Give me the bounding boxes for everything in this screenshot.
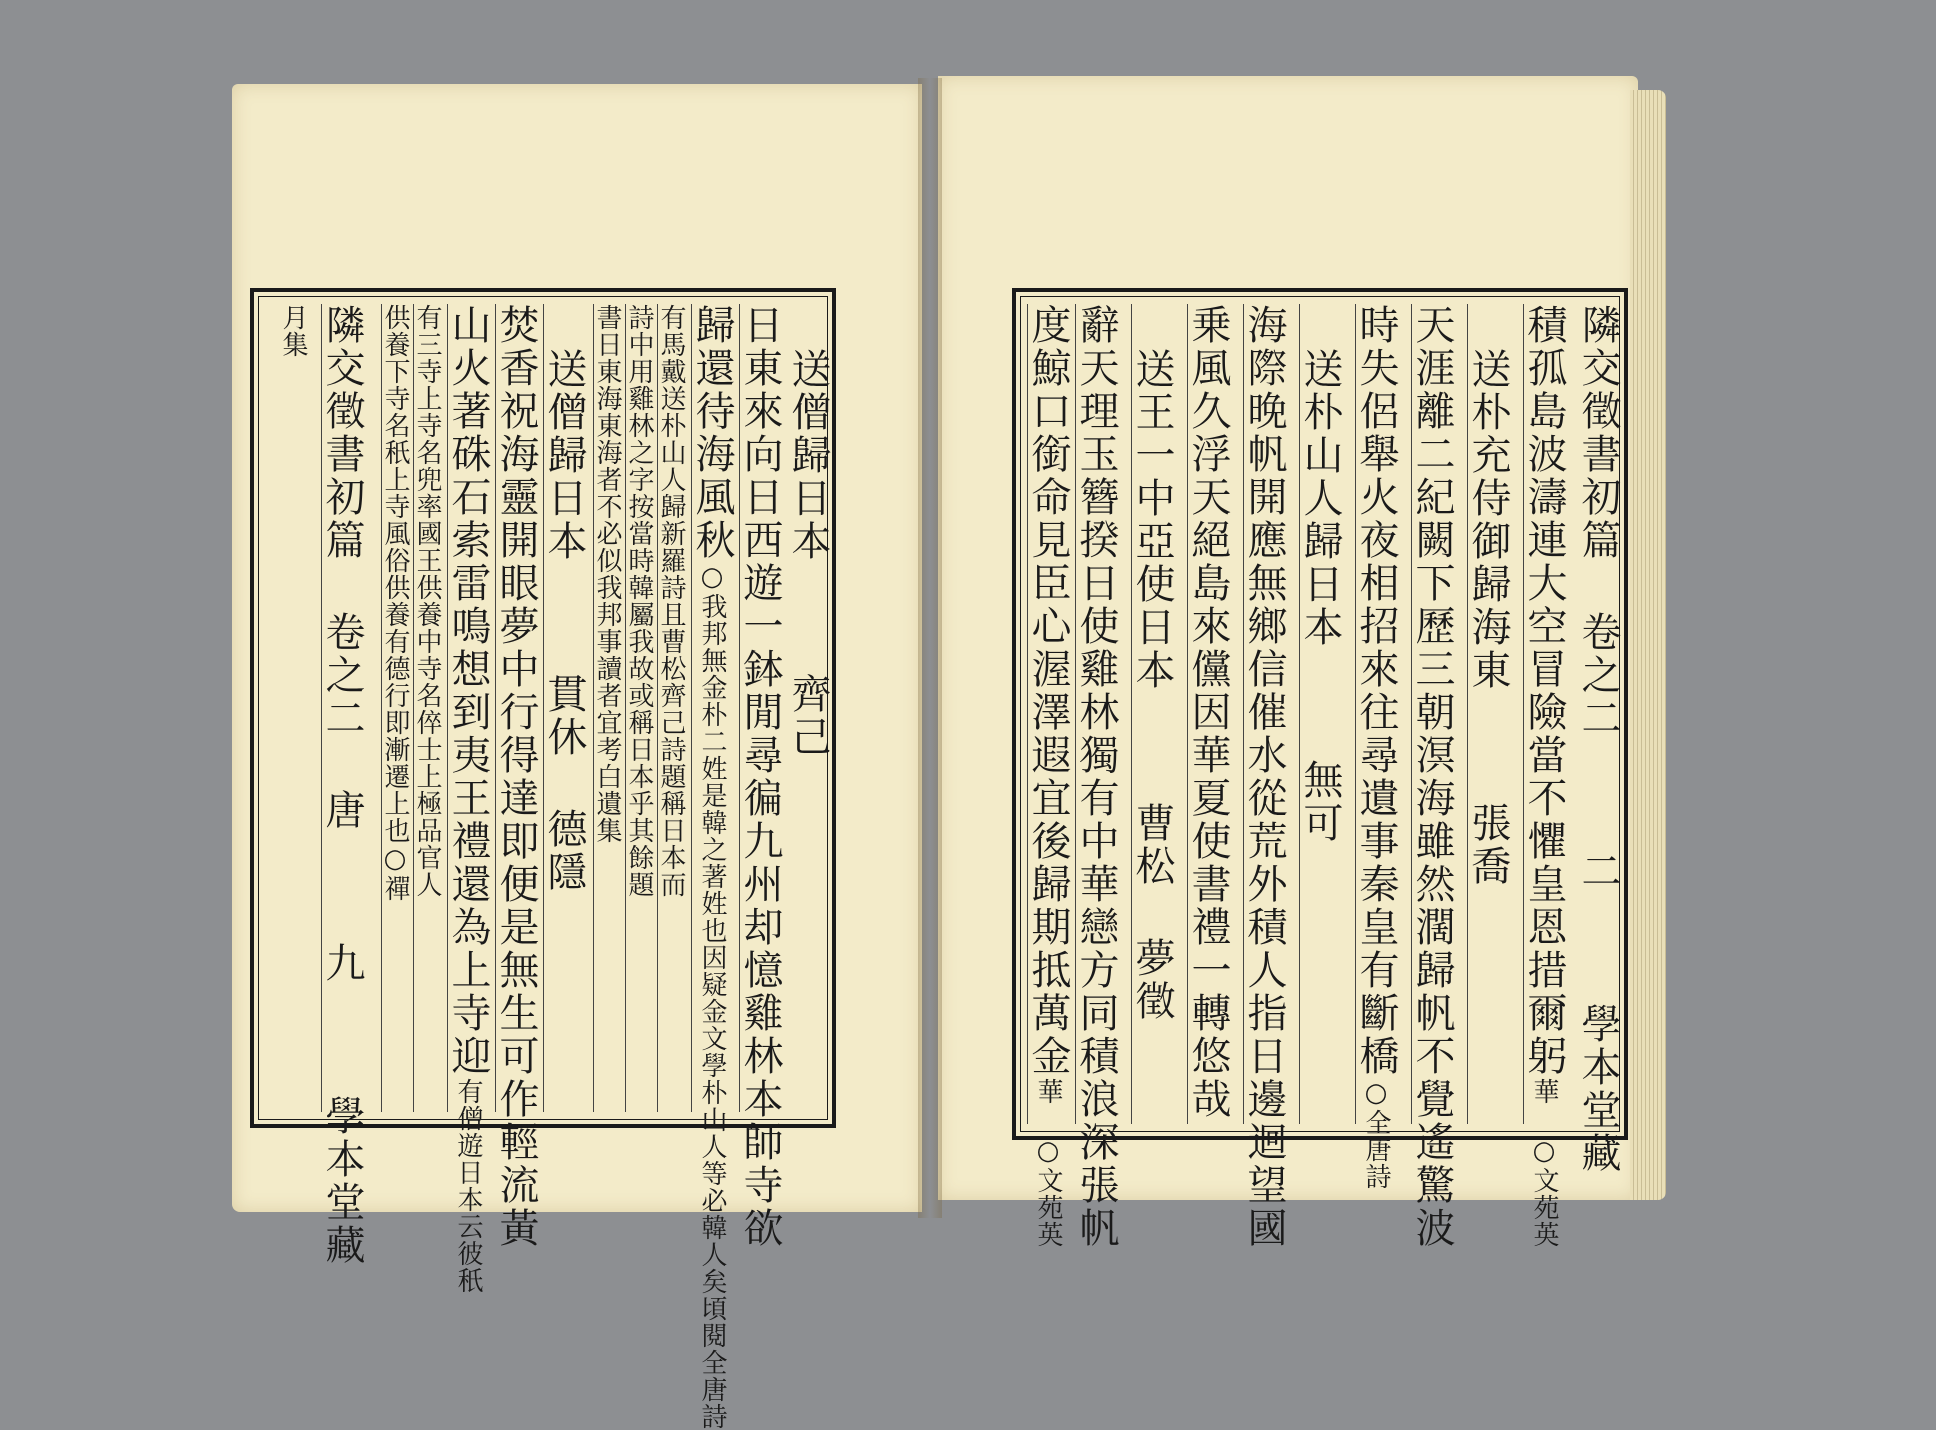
right-column-5: 送朴山人歸日本無可 bbox=[1299, 304, 1340, 1124]
right-column-3: 天涯離二紀闕下歷三朝溟海雖然濶歸帆不覺遙驚波 bbox=[1409, 304, 1455, 1250]
left-collection-label: 月集 bbox=[278, 304, 308, 358]
page-edges bbox=[1630, 90, 1666, 1200]
right-text-frame bbox=[1012, 288, 1628, 1250]
left-column-5: 詩中用雞林之字按當時韓屬我故或稱日本乎其餘題 bbox=[625, 304, 652, 1112]
right-column-8: 送王一中亞使日本曹松 夢徵 bbox=[1131, 304, 1172, 1124]
left-column-6: 書日東海東海者不必似我邦事讀者宜考白遺集 bbox=[593, 304, 620, 1112]
left-column-8: 焚香祝海靈開眼夢中行得達即便是無生可作輕流黃 bbox=[493, 304, 539, 1250]
right-column-10: 度鯨口銜命見臣心渥澤遐宜後歸期抵萬金華 ○文苑英 bbox=[1025, 304, 1071, 1248]
left-text-frame bbox=[250, 288, 836, 1430]
right-column-1: 積孤島波濤連大空冒險當不懼皇恩措爾躬華 ○文苑英 bbox=[1521, 304, 1567, 1248]
left-column-1: 送僧歸日本齊己 bbox=[785, 348, 831, 759]
right-column-4: 時失侶舉火夜相招來往尋遺事秦皇有斷橋○全唐詩 bbox=[1353, 304, 1399, 1190]
book-gutter bbox=[918, 78, 942, 1218]
left-column-2: 日東來向日西遊一鉢閒尋徧九州却憶雞林本師寺欲 bbox=[737, 304, 783, 1250]
right-column-2: 送朴充侍御歸海東張喬 bbox=[1467, 304, 1508, 1124]
left-column-11: 供養下寺名秖上寺風俗供養有德行即漸遷上也○禪 bbox=[381, 304, 408, 1112]
left-column-4: 有馬戴送朴山人歸新羅詩且曹松齊己詩題稱日本而 bbox=[657, 304, 684, 1112]
left-column-7: 送僧歸日本貫休 德隱 bbox=[543, 304, 584, 1112]
right-column-7: 乗風久浮天絕島來儻因華夏使書禮一轉悠哉 bbox=[1187, 304, 1228, 1124]
left-column-3: 歸還待海風秋○我邦無金朴二姓是韓之著姓也因疑金文學朴山人等必韓人矣頃閱全唐詩 bbox=[689, 304, 735, 1430]
right-column-6: 海際晚帆開應無鄉信催水從荒外積人指日邊迴望國 bbox=[1241, 304, 1287, 1250]
left-column-9: 山火著硃石索雷鳴想到夷王禮還為上寺迎有僧遊日本云彼秖 bbox=[445, 304, 491, 1294]
left-column-10: 有三寺上寺名兜率國王供養中寺名倅士上極品官人 bbox=[413, 304, 440, 1112]
left-running-title: 隣交徵書初篇 卷之二 唐九學本堂藏 bbox=[319, 304, 365, 1267]
right-column-9: 辭天理玉簪揆日使雞林獨有中華戀方同積浪深張帆 bbox=[1073, 304, 1119, 1250]
right-running-title: 隣交徵書初篇 卷之二二學本堂藏 bbox=[1575, 304, 1621, 1175]
